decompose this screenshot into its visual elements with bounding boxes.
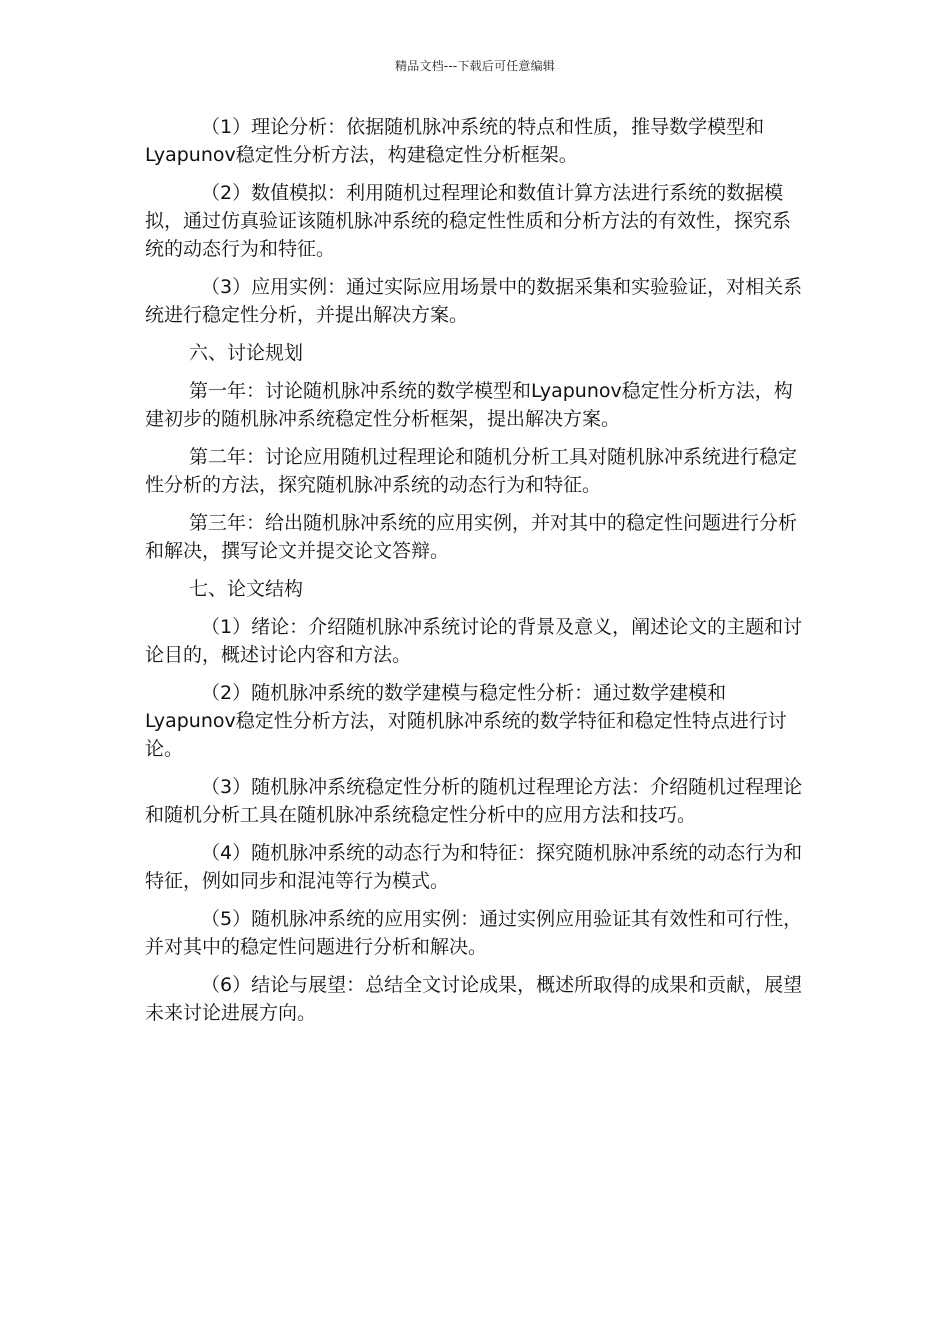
paragraph-chapter-5: （5）随机脉冲系统的应用实例：通过实例应用验证其有效性和可行性，并对其中的稳定性问题进行分析和解决。 (145, 908, 803, 958)
paragraph-year-two: 第二年：讨论应用随机过程理论和随机分析工具对随机脉冲系统进行稳定性分析的方法，探究随机脉冲系统的动态行为和特征。 (145, 446, 798, 496)
document-body (145, 113, 807, 1037)
section-heading-structure: 七、论文结构 (189, 578, 304, 600)
page-header: 精品文档---下载后可任意编辑 (395, 59, 555, 73)
paragraph-numerical-simulation: （2）数值模拟：利用随机过程理论和数值计算方法进行系统的数据模拟，通过仿真验证该随机脉冲系统的稳定性性质和分析方法的有效性，探究系统的动态行为和特征。 (145, 182, 792, 260)
paragraph-chapter-1: （1）绪论：介绍随机脉冲系统讨论的背景及意义，阐述论文的主题和讨论目的，概述讨论内容和方法。 (145, 616, 803, 666)
section-heading-plan: 六、讨论规划 (189, 342, 304, 364)
paragraph-theory-analysis: （1）理论分析：依据随机脉冲系统的特点和性质，推导数学模型和Lyapunov稳定性分析方法，构建稳定性分析框架。 (145, 116, 765, 166)
paragraph-year-three: 第三年：给出随机脉冲系统的应用实例，并对其中的稳定性问题进行分析和解决，撰写论文并提交论文答辩。 (145, 512, 798, 562)
paragraph-application-example: （3）应用实例：通过实际应用场景中的数据采集和实验验证，对相关系统进行稳定性分析，并提出解决方案。 (145, 276, 803, 326)
paragraph-chapter-3: （3）随机脉冲系统稳定性分析的随机过程理论方法：介绍随机过程理论和随机分析工具在随机脉冲系统稳定性分析中的应用方法和技巧。 (145, 776, 803, 826)
paragraph-year-one: 第一年：讨论随机脉冲系统的数学模型和Lyapunov稳定性分析方法，构建初步的随机脉冲系统稳定性分析框架，提出解决方案。 (145, 380, 793, 430)
paragraph-chapter-2: （2）随机脉冲系统的数学建模与稳定性分析：通过数学建模和Lyapunov稳定性分析方法，对随机脉冲系统的数学特征和稳定性特点进行讨论。 (145, 682, 787, 760)
paragraph-chapter-6: （6）结论与展望：总结全文讨论成果，概述所取得的成果和贡献，展望未来讨论进展方向。 (145, 974, 803, 1024)
paragraph-chapter-4: （4）随机脉冲系统的动态行为和特征：探究随机脉冲系统的动态行为和特征，例如同步和混沌等行为模式。 (145, 842, 803, 892)
